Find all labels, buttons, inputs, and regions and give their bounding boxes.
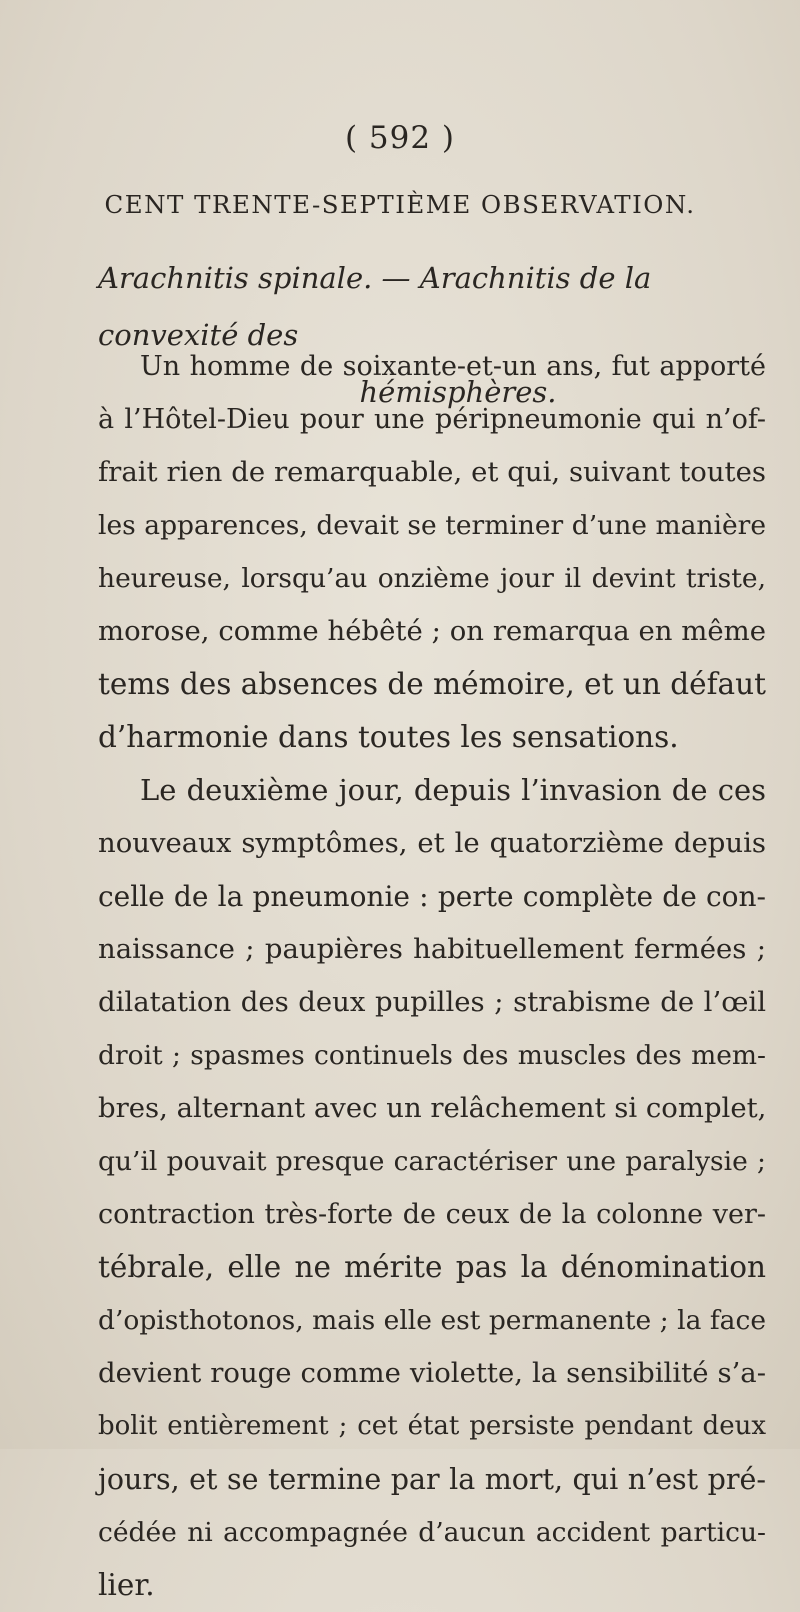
paragraph-1: [98, 340, 766, 764]
text-line: naissance ; paupières habituellement fermées ;: [98, 933, 766, 965]
text-line: d’harmonie dans toutes les sensations.: [98, 720, 679, 754]
text-line: celle de la pneumonie : perte complète de con-: [98, 880, 766, 913]
text-line: dilatation des deux pupilles ; strabisme de l’œil: [98, 986, 766, 1018]
text-line: nouveaux symptômes, et le quatorzième depuis: [98, 827, 766, 859]
subtitle-line-2: hémisphères.: [359, 375, 557, 409]
text-line: tems des absences de mémoire, et un défaut: [98, 667, 766, 701]
text-line: droit ; spasmes continuels des muscles des mem-: [98, 1040, 766, 1071]
text-line: lier.: [98, 1568, 155, 1602]
text-line: morose, comme hébêté ; on remarqua en même: [98, 615, 766, 647]
paragraph-2: [98, 764, 766, 1612]
text-line: devient rouge comme violette, la sensibilité s’a-: [98, 1357, 766, 1389]
observation-heading: CENT TRENTE-SEPTIÈME OBSERVATION.: [104, 190, 696, 219]
text-line: qu’il pouvait presque caractériser une paralysie ;: [98, 1146, 766, 1177]
subtitle-line-1: Arachnitis spinale. — Arachnitis de la convexité des: [98, 261, 652, 352]
text-line: frait rien de remarquable, et qui, suivant toutes: [98, 456, 766, 488]
text-line: bres, alternant avec un relâchement si complet,: [98, 1092, 767, 1124]
text-line: bolit entièrement ; cet état persiste pendant deux: [98, 1411, 766, 1441]
text-line: les apparences, devait se terminer d’une manière: [98, 510, 766, 541]
text-line: contraction très-forte de ceux de la colonne ver-: [98, 1199, 766, 1230]
text-line: Le deuxième jour, depuis l’invasion de ces: [140, 773, 766, 807]
text-line: d’opisthotonos, mais elle est permanente ; la face: [98, 1305, 766, 1336]
text-line: tébrale, elle ne mérite pas la dénomination: [98, 1250, 766, 1284]
body-text: [98, 340, 766, 1612]
text-line: heureuse, lorsqu’au onzième jour il devint triste,: [98, 563, 766, 594]
text-line: Un homme de soixante-et-un ans, fut apporté: [140, 351, 766, 382]
text-line: à l’Hôtel-Dieu pour une péripneumonie qui n’of-: [98, 404, 766, 435]
page-number: ( 592 ): [344, 120, 456, 156]
text-line: cédée ni accompagnée d’aucun accident particu-: [98, 1517, 766, 1548]
text-line: jours, et se termine par la mort, qui n’est pré-: [98, 1463, 766, 1496]
